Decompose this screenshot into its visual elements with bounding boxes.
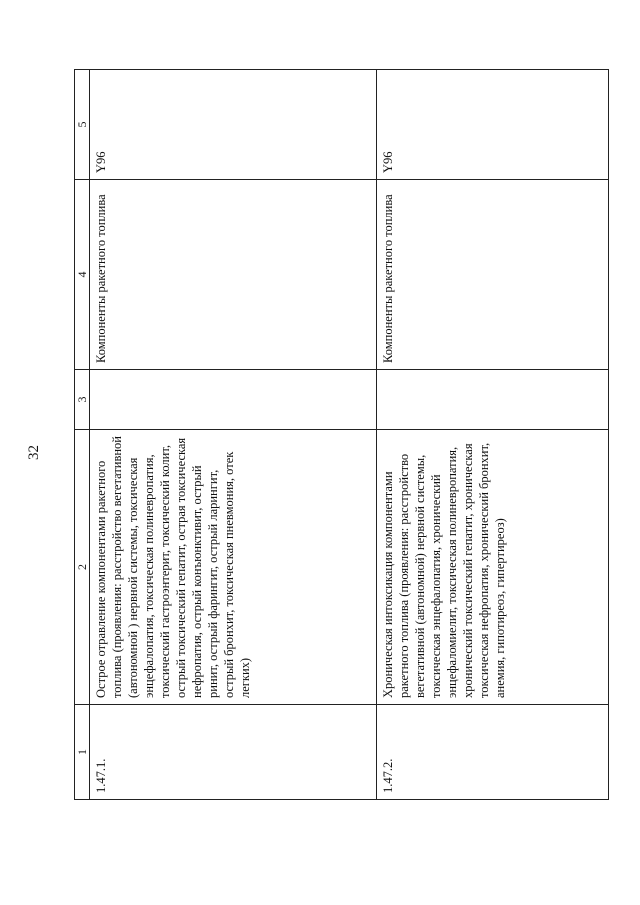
rotated-content bbox=[26, 70, 609, 800]
column-header-4: 4 bbox=[75, 180, 90, 370]
column-header-3: 3 bbox=[75, 370, 90, 430]
table-row bbox=[90, 70, 377, 800]
header-row bbox=[75, 70, 90, 800]
row-icd: Y96 bbox=[377, 70, 609, 180]
column-header-5: 5 bbox=[75, 70, 90, 180]
row-disease: Хроническая интоксикация компонентами ракетного топлива (проявления: расстройство вегетативной (автономной) нервной системы, токсическая энцефалопатия, хронический энцефаломиелит, токсическая полиневропатия, хронический токсический гепатит, хроническая токсическая нефропатия, хронический бронхит, анемия, гипотиреоз, гипертиреоз) bbox=[377, 430, 609, 705]
row-factor: Компоненты ракетного топлива bbox=[90, 180, 377, 370]
column-header-1: 1 bbox=[75, 705, 90, 800]
table-row bbox=[377, 70, 609, 800]
row-icd: Y96 bbox=[90, 70, 377, 180]
row-col3 bbox=[90, 370, 377, 430]
page-number: 32 bbox=[26, 445, 42, 460]
column-header-2: 2 bbox=[75, 430, 90, 705]
occupational-disease-table bbox=[74, 69, 609, 800]
row-code: 1.47.1. bbox=[90, 705, 377, 800]
row-factor: Компоненты ракетного топлива bbox=[377, 180, 609, 370]
row-disease: Острое отравление компонентами ракетного топлива (проявления: расстройство вегетативной (автономной ) нервной системы, токсическая энцефалопатия, токсическая полиневропатия, токсический гастроэнтерит, токсический колит, острый токсический гепатит, острая токсическая нефропатия, острый конъюнктивит, острый ринит, острый фарингит, острый ларингит, острый бронхит, токсическая пневмония, отек легких) bbox=[90, 430, 377, 705]
row-col3 bbox=[377, 370, 609, 430]
row-code: 1.47.2. bbox=[377, 705, 609, 800]
